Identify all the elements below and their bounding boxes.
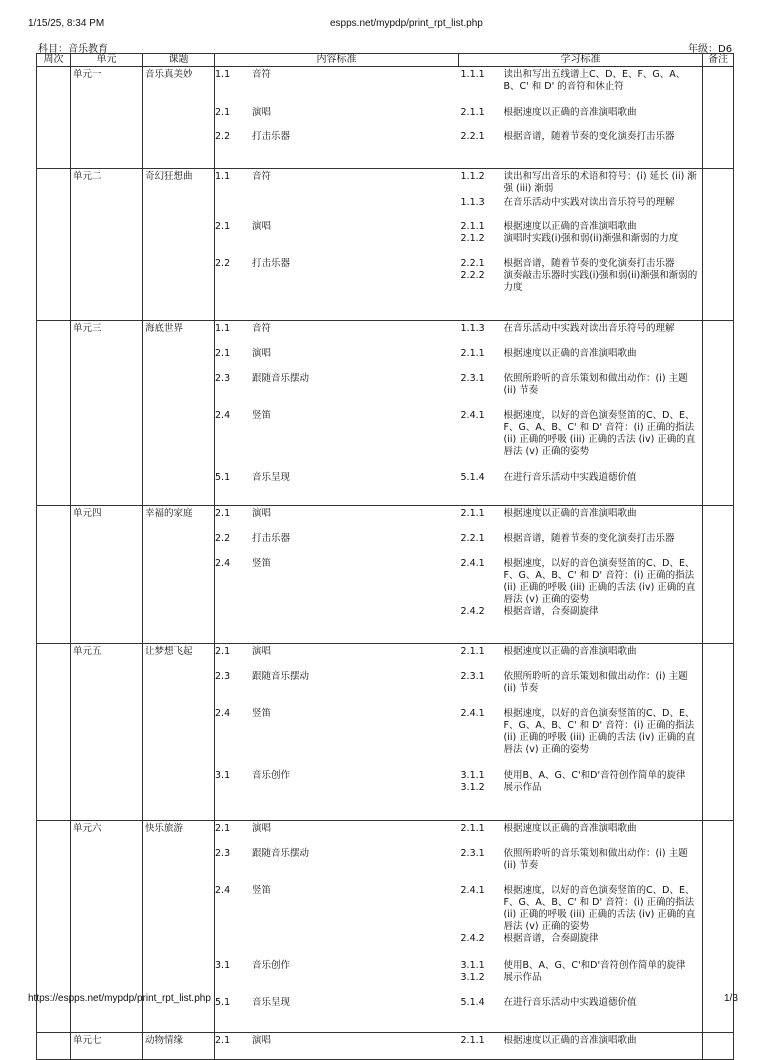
learning-standard-text: 根据速度，以好的音色演奏竖笛的C、D、E、F、G、A、B、C' 和 D' 音符：(i) 正确的指法 (ii) 正确的呼吸 (iii) 正确的舌法 (iv) 正确的直唇法 (v) 正确的姿势 [503,708,696,755]
learning-standard [459,960,703,972]
content-standard-label: 音乐创作 [252,770,291,781]
content-standard-label: 竖笛 [252,558,272,569]
content-standard [215,107,459,131]
content-standard [215,410,459,472]
learning-standard-text: 在进行音乐活动中实践道德价值 [503,997,637,1008]
content-standard [215,960,459,997]
learning-standard-code: 2.4.2 [460,933,485,944]
topic-cell [143,321,215,506]
content-standard-code: 2.1 [215,508,231,519]
syllabus-table [36,53,734,1060]
learning-standard-code: 3.1.2 [460,782,485,793]
content-standard-label: 打击乐器 [252,258,291,269]
content-standard-code: 2.2 [215,533,231,544]
learning-standard [459,258,703,270]
learning-standard-code: 2.2.1 [460,533,485,544]
content-standard-code: 2.1 [215,221,231,232]
topic-label: 海底世界 [145,323,184,334]
content-standard-label: 音符 [252,171,272,182]
content-standard-code: 2.3 [215,373,231,384]
topic-cell [143,67,215,169]
learning-standard [459,708,703,756]
content-standard-code: 2.1 [215,348,231,359]
table-row [37,169,734,321]
week-cell [37,644,71,821]
content-standard-cell [215,1033,459,1060]
learning-standard-text: 在音乐活动中实践对读出音乐符号的理解 [503,197,675,208]
learning-standard-group [459,258,703,320]
header-content-standard: 内容标准 [215,54,459,67]
learning-standard-cell [459,1033,703,1060]
content-standard-cell [215,506,459,644]
learning-standard [459,997,703,1009]
header-note: 备注 [703,54,734,67]
content-standard [215,770,459,820]
unit-label: 单元四 [73,508,102,519]
content-standard [215,171,459,221]
learning-standard-text: 依照所聆听的音乐策划和做出动作：(i) 主题 (ii) 节奏 [503,848,688,871]
note-cell [703,169,734,321]
learning-standard [459,533,703,545]
learning-standard-cell [459,67,703,169]
learning-standard-group [459,131,703,168]
learning-standard [459,197,703,209]
unit-label: 单元五 [73,646,102,657]
learning-standard-code: 1.1.3 [460,197,485,208]
learning-standard-text: 根据音谱，随着节奏的变化演奏打击乐器 [503,533,675,544]
footer-url: https://espps.net/mypdp/print_rpt_list.php [28,993,211,1004]
content-standard-code: 3.1 [215,770,231,781]
content-standard-label: 跟随音乐摆动 [252,671,310,682]
note-cell [703,506,734,644]
content-standard-code: 5.1 [215,472,231,483]
learning-standard-code: 2.2.1 [460,131,485,142]
learning-standard-code: 2.1.1 [460,221,485,232]
unit-label: 单元一 [73,69,102,80]
learning-standard-code: 2.2.2 [460,270,485,281]
unit-label: 单元七 [73,1035,102,1046]
week-cell [37,506,71,644]
content-standard-label: 演唱 [252,221,272,232]
content-standard-label: 打击乐器 [252,533,291,544]
learning-standard [459,508,703,520]
content-standard-code: 2.3 [215,671,231,682]
learning-standard [459,933,703,945]
print-page-title: espps.net/mypdp/print_rpt_list.php [330,18,483,29]
learning-standard-code: 2.4.1 [460,558,485,569]
learning-standard-group [459,960,703,997]
table-row [37,321,734,506]
learning-standard-text: 演奏敲击乐器时实践(i)强和弱(ii)渐强和渐弱的力度 [503,270,698,293]
learning-standard-code: 2.1.2 [460,233,485,244]
header-week: 周次 [37,54,71,67]
content-standard-label: 跟随音乐摆动 [252,848,310,859]
content-standard-label: 跟随音乐摆动 [252,373,310,384]
topic-cell [143,169,215,321]
content-standard [215,558,459,643]
learning-standard-text: 依照所聆听的音乐策划和做出动作：(i) 主题 (ii) 节奏 [503,671,688,694]
learning-standard-code: 3.1.1 [460,770,485,781]
learning-standard-code: 2.3.1 [460,671,485,682]
content-standard-cell [215,821,459,1033]
content-standard-label: 演唱 [252,348,272,359]
unit-label: 单元六 [73,823,102,834]
topic-label: 奇幻狂想曲 [145,171,193,182]
learning-standard-code: 2.2.1 [460,258,485,269]
learning-standard-code: 2.3.1 [460,848,485,859]
unit-cell [71,67,143,169]
learning-standard-cell [459,821,703,1033]
subject-label: 科目：音乐教育 [38,44,108,55]
learning-standard [459,782,703,794]
week-cell [37,169,71,321]
learning-standard-code: 3.1.2 [460,972,485,983]
content-standard [215,848,459,885]
learning-standard-code: 1.1.1 [460,69,485,80]
learning-standard-text: 使用B、A、G、C'和D'音符创作简单的旋律 [503,960,686,971]
note-cell [703,1033,734,1060]
learning-standard-group [459,508,703,533]
topic-label: 幸福的家庭 [145,508,193,519]
learning-standard-text: 演唱时实践(i)强和弱(ii)渐强和渐弱的力度 [503,233,679,244]
content-standard-cell [215,644,459,821]
table-row [37,644,734,821]
learning-standard-group [459,671,703,708]
content-standard-code: 2.1 [215,107,231,118]
learning-standard-code: 2.1.1 [460,107,485,118]
learning-standard-text: 读出和写出音乐的术语和符号：(i) 延长 (ii) 渐强 (iii) 渐弱 [503,171,697,194]
learning-standard-text: 根据速度以正确的音准演唱歌曲 [503,646,637,657]
learning-standard [459,131,703,143]
content-standard-label: 音乐呈现 [252,472,291,483]
learning-standard [459,885,703,933]
learning-standard-cell [459,644,703,821]
grade-label: 年级：D6 [688,44,733,55]
learning-standard-code: 5.1.4 [460,472,485,483]
content-standard-cell [215,67,459,169]
learning-standard-text: 根据音谱，合奏副旋律 [503,933,599,944]
learning-standard-group [459,558,703,643]
content-standard-label: 音符 [252,323,272,334]
content-standard [215,885,459,960]
unit-label: 单元二 [73,171,102,182]
learning-standard [459,770,703,782]
content-standard-label: 竖笛 [252,410,272,421]
learning-standard-group [459,472,703,505]
learning-standard [459,221,703,233]
content-standard-code: 5.1 [215,997,231,1008]
learning-standard-group [459,823,703,848]
learning-standard-group [459,373,703,410]
learning-standard-group [459,69,703,107]
content-standard-label: 打击乐器 [252,131,291,142]
header-learning-standard: 学习标准 [459,54,703,67]
learning-standard [459,107,703,119]
learning-standard [459,646,703,658]
note-cell [703,67,734,169]
learning-standard-text: 读出和写出五线谱上C、D、E、F、G、A、B、C' 和 D' 的音符和休止符 [503,69,686,92]
content-standard [215,533,459,558]
content-standard-label: 演唱 [252,1035,272,1046]
learning-standard-code: 2.4.1 [460,410,485,421]
learning-standard-group [459,410,703,472]
content-standard-label: 演唱 [252,107,272,118]
learning-standard [459,410,703,458]
learning-standard-text: 在音乐活动中实践对读出音乐符号的理解 [503,323,675,334]
content-standard-code: 2.4 [215,708,231,719]
learning-standard-text: 根据速度以正确的音准演唱歌曲 [503,107,637,118]
learning-standard [459,171,703,195]
content-standard-code: 2.1 [215,823,231,834]
learning-standard-group [459,1035,703,1059]
learning-standard-code: 3.1.1 [460,960,485,971]
learning-standard-cell [459,169,703,321]
learning-standard [459,69,703,93]
content-standard-cell [215,321,459,506]
content-standard-code: 1.1 [215,323,231,334]
topic-cell [143,506,215,644]
learning-standard [459,972,703,984]
header-topic: 课题 [143,54,215,67]
content-standard [215,131,459,168]
content-standard [215,997,459,1032]
print-timestamp: 1/15/25, 8:34 PM [28,18,105,29]
header-unit: 单元 [71,54,143,67]
learning-standard-group [459,107,703,131]
unit-cell [71,644,143,821]
learning-standard-text: 根据速度以正确的音准演唱歌曲 [503,508,637,519]
note-cell [703,644,734,821]
content-standard-code: 2.1 [215,646,231,657]
learning-standard-group [459,708,703,770]
learning-standard-group [459,770,703,820]
learning-standard-text: 展示作品 [503,782,542,793]
learning-standard-code: 1.1.2 [460,171,485,182]
content-standard [215,373,459,410]
learning-standard [459,270,703,294]
learning-standard-group [459,348,703,373]
content-standard-label: 竖笛 [252,708,272,719]
content-standard-cell [215,169,459,321]
content-standard-label: 音乐呈现 [252,997,291,1008]
learning-standard-code: 2.4.1 [460,885,485,896]
learning-standard-group [459,171,703,221]
week-cell [37,1033,71,1060]
content-standard [215,671,459,708]
learning-standard-text: 根据速度以正确的音准演唱歌曲 [503,221,637,232]
learning-standard-text: 根据速度，以好的音色演奏竖笛的C、D、E、F、G、A、B、C' 和 D' 音符：(i) 正确的指法 (ii) 正确的呼吸 (iii) 正确的舌法 (iv) 正确的直唇法 (v) 正确的姿势 [503,558,696,605]
content-standard [215,472,459,505]
learning-standard [459,472,703,484]
learning-standard-group [459,533,703,558]
learning-standard [459,606,703,618]
unit-cell [71,1033,143,1060]
learning-standard-group [459,848,703,885]
learning-standard-text: 根据音谱，随着节奏的变化演奏打击乐器 [503,258,675,269]
content-standard-label: 音乐创作 [252,960,291,971]
learning-standard [459,323,703,335]
content-standard [215,323,459,348]
learning-standard-text: 在进行音乐活动中实践道德价值 [503,472,637,483]
content-standard [215,708,459,770]
learning-standard [459,1035,703,1047]
learning-standard-code: 2.1.1 [460,646,485,657]
learning-standard-group [459,997,703,1032]
topic-cell [143,644,215,821]
week-cell [37,321,71,506]
learning-standard-text: 依照所聆听的音乐策划和做出动作：(i) 主题 (ii) 节奏 [503,373,688,396]
learning-standard-text: 使用B、A、G、C'和D'音符创作简单的旋律 [503,770,686,781]
content-standard-code: 3.1 [215,960,231,971]
learning-standard-text: 根据音谱，合奏副旋律 [503,606,599,617]
content-standard-code: 2.4 [215,558,231,569]
content-standard [215,508,459,533]
content-standard-label: 演唱 [252,508,272,519]
topic-label: 动物情缘 [145,1035,184,1046]
content-standard-label: 演唱 [252,646,272,657]
learning-standard-cell [459,506,703,644]
content-standard [215,258,459,320]
unit-cell [71,169,143,321]
content-standard-label: 音符 [252,69,272,80]
learning-standard-group [459,323,703,348]
topic-label: 音乐真美妙 [145,69,193,80]
learning-standard-text: 展示作品 [503,972,542,983]
week-cell [37,67,71,169]
content-standard-code: 1.1 [215,69,231,80]
learning-standard-text: 根据速度，以好的音色演奏竖笛的C、D、E、F、G、A、B、C' 和 D' 音符：(i) 正确的指法 (ii) 正确的呼吸 (iii) 正确的舌法 (iv) 正确的直唇法 (v) 正确的姿势 [503,885,696,932]
learning-standard-code: 2.1.1 [460,823,485,834]
table-row [37,67,734,169]
learning-standard-text: 根据速度，以好的音色演奏竖笛的C、D、E、F、G、A、B、C' 和 D' 音符：(i) 正确的指法 (ii) 正确的呼吸 (iii) 正确的舌法 (iv) 正确的直唇法 (v) 正确的姿势 [503,410,696,457]
content-standard [215,69,459,107]
learning-standard-code: 2.1.1 [460,1035,485,1046]
content-standard [215,348,459,373]
topic-label: 让梦想飞起 [145,646,193,657]
table-header-row [37,54,734,67]
content-standard-label: 演唱 [252,823,272,834]
page-number: 1/3 [724,993,738,1004]
table-row [37,506,734,644]
content-standard-code: 2.2 [215,258,231,269]
content-standard-code: 2.2 [215,131,231,142]
content-standard-code: 1.1 [215,171,231,182]
learning-standard-code: 2.3.1 [460,373,485,384]
content-standard [215,1035,459,1059]
learning-standard [459,848,703,872]
learning-standard [459,823,703,835]
learning-standard-group [459,885,703,960]
learning-standard [459,373,703,397]
learning-standard [459,348,703,360]
learning-standard-group [459,646,703,671]
unit-cell [71,321,143,506]
learning-standard-code: 2.1.1 [460,348,485,359]
learning-standard-text: 根据速度以正确的音准演唱歌曲 [503,1035,637,1046]
learning-standard-text: 根据音谱，随着节奏的变化演奏打击乐器 [503,131,675,142]
topic-label: 快乐旅游 [145,823,184,834]
unit-label: 单元三 [73,323,102,334]
table-row [37,1033,734,1060]
learning-standard-code: 2.4.1 [460,708,485,719]
content-standard-label: 竖笛 [252,885,272,896]
content-standard [215,646,459,671]
learning-standard-code: 5.1.4 [460,997,485,1008]
learning-standard [459,233,703,245]
learning-standard-text: 根据速度以正确的音准演唱歌曲 [503,348,637,359]
content-standard-code: 2.4 [215,885,231,896]
learning-standard-code: 2.1.1 [460,508,485,519]
topic-cell [143,1033,215,1060]
learning-standard [459,558,703,606]
content-standard [215,823,459,848]
learning-standard-group [459,221,703,258]
learning-standard-code: 2.4.2 [460,606,485,617]
unit-cell [71,506,143,644]
note-cell [703,321,734,506]
learning-standard-cell [459,321,703,506]
learning-standard-text: 根据速度以正确的音准演唱歌曲 [503,823,637,834]
content-standard-code: 2.4 [215,410,231,421]
content-standard [215,221,459,258]
content-standard-code: 2.3 [215,848,231,859]
learning-standard-code: 1.1.3 [460,323,485,334]
content-standard-code: 2.1 [215,1035,231,1046]
learning-standard [459,671,703,695]
